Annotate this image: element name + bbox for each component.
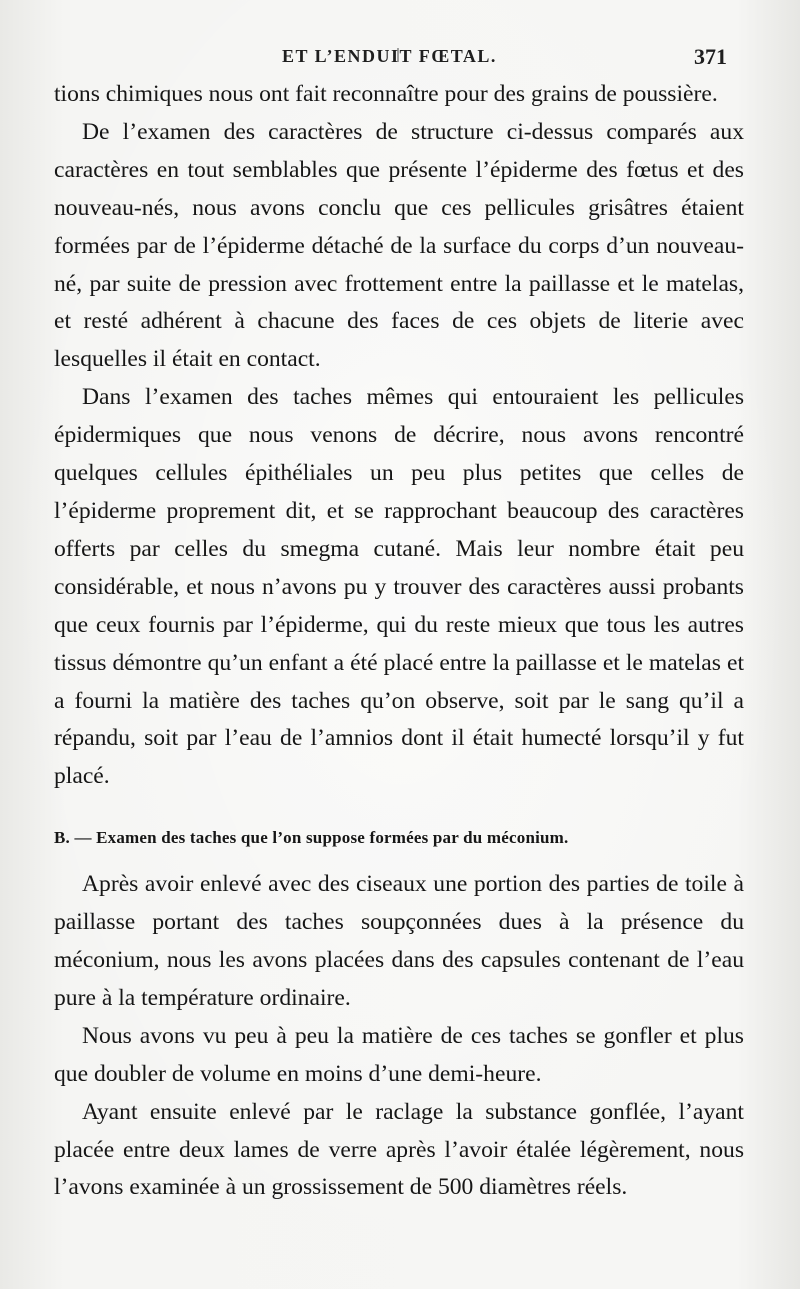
section-title: — Examen des taches que l’on suppose formées par du méconium. (74, 828, 569, 848)
paragraph: Ayant ensuite enlevé par le raclage la substance gonflée, l’ayant placée entre deux lames de verre après l’avoir étalée légèrement, nous l’avons examinée à un grossissement de 500 diamètres réels. (54, 1098, 744, 1201)
paragraph-continuation: tions chimiques nous ont fait reconnaître pour des grains de poussière. (54, 81, 718, 107)
section-heading (54, 826, 744, 850)
page-number: 371 (694, 44, 727, 69)
running-head: ET L’ENDUIT FŒTAL. (282, 46, 497, 66)
paragraph: De l’examen des caractères de structure ci-dessus comparés aux caractères en tout semblables que présente l’épiderme des fœtus et des nouveau-nés, nous avons conclu que ces pellicules grisâtres étaient formées par de l’épiderme détaché de la surface du corps d’un nouveau-né, par suite de pression avec frottement entre la paillasse et le matelas, et resté adhérent à chacune des faces de ces objets de literie avec lesquelles il était en contact. (54, 118, 744, 373)
paragraph: Nous avons vu peu à peu la matière de ces taches se gonfler et plus que doubler de volume en moins d’une demi-heure. (54, 1022, 744, 1087)
section-label: B. (54, 828, 70, 848)
paragraph: Après avoir enlevé avec des ciseaux une portion des parties de toile à paillasse portant des taches soupçonnées dues à la présence du méconium, nous les avons placées dans des capsules contenant de l’eau pure à la température ordinaire. (54, 871, 744, 1011)
page-body (54, 76, 744, 1207)
paragraph: Dans l’examen des taches mêmes qui entouraient les pellicules épidermiques que nous venons de décrire, nous avons rencontré quelques cellules épithéliales un peu plus petites que celles de l’épiderme proprement dit, et se rapprochant beaucoup des caractères offerts par celles du smegma cutané. Mais leur nombre était peu considérable, et nous n’avons pu y trouver des caractères aussi probants que ceux fournis par l’épiderme, qui du reste mieux que tous les autres tissus démontre qu’un enfant a été placé entre la paillasse et le matelas et a fourni la matière des taches qu’on observe, soit par le sang qu’il a répandu, soit par l’eau de l’amnios dont il était humecté lorsqu’il y fut placé. (54, 384, 744, 790)
